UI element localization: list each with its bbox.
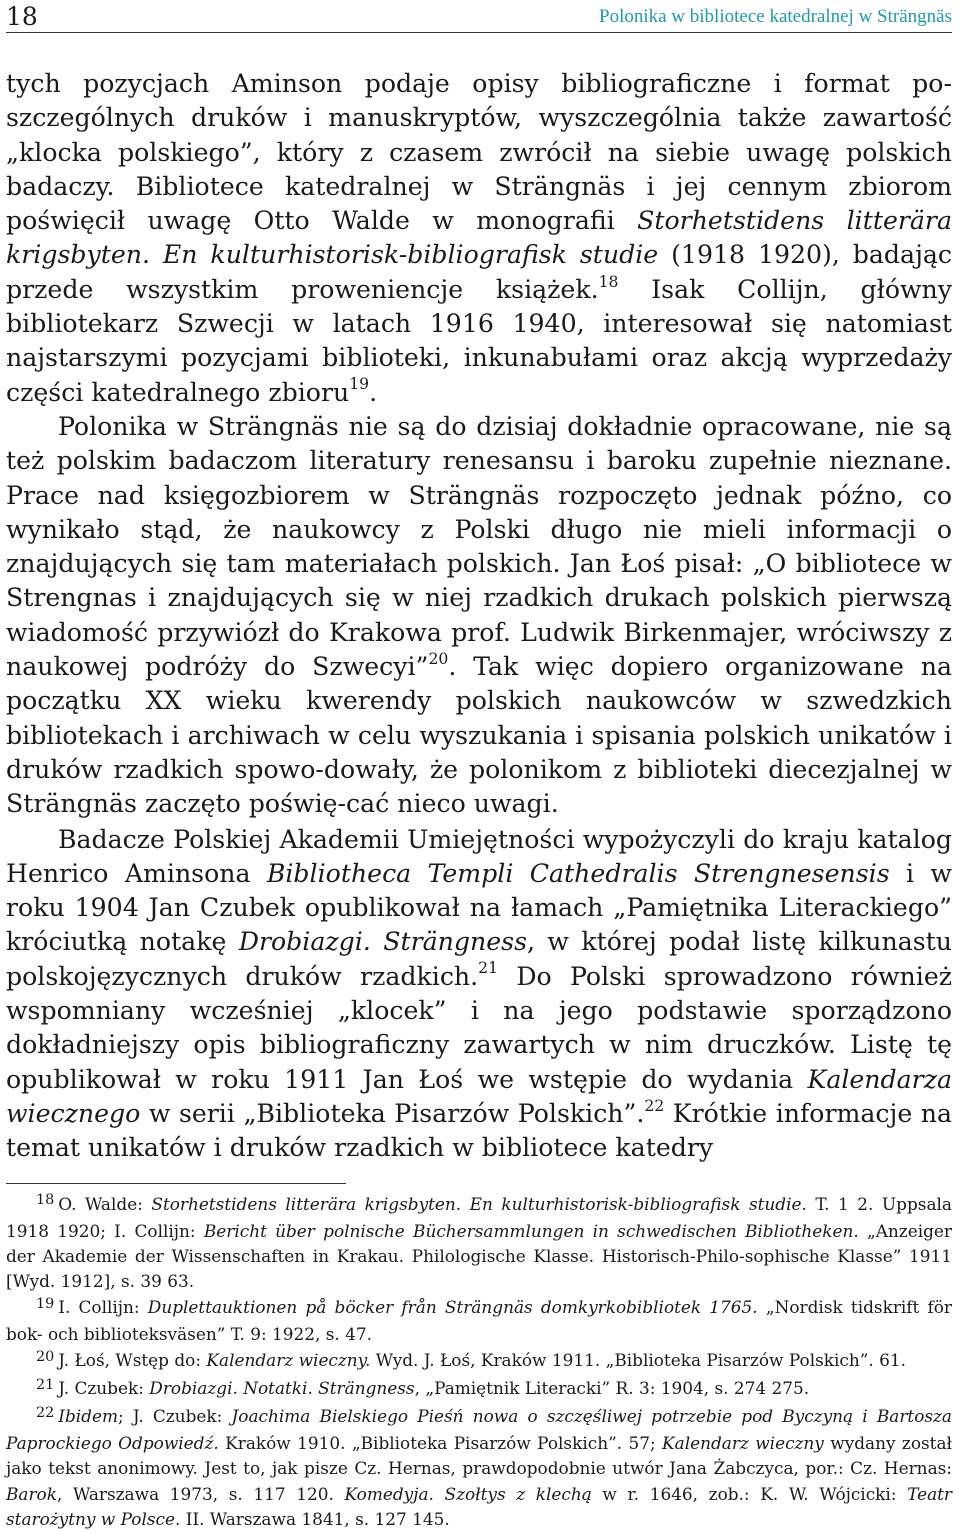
italic-title: Drobiazgi. Notatki. Strängness bbox=[149, 1378, 415, 1399]
italic-title: Storhetstidens litterära krigsbyten. En kulturhistorisk-bibliografisk studie bbox=[6, 206, 952, 270]
italic-title: Kalendarz wieczny. bbox=[206, 1350, 371, 1371]
italic-title: Ibidem bbox=[58, 1406, 118, 1427]
footnote-18 bbox=[6, 1192, 952, 1294]
body-text bbox=[6, 67, 952, 1166]
footnote-number: 21 bbox=[36, 1377, 55, 1394]
text-run: „Nordisk tidskrift för bok- och biblioteksväsen” T. 9: 1922, s. 47. bbox=[6, 1296, 952, 1344]
text-run: w r. 1646, zob.: K. W. Wójcicki: bbox=[591, 1483, 908, 1504]
text-run: . bbox=[369, 377, 378, 407]
text-run: Badacze Polskiej Akademii Umiejętności wypożyczyli do kraju katalog Henrico Aminsona bbox=[6, 824, 952, 888]
page-header bbox=[6, 0, 952, 33]
italic-title: Teatr starożytny w Polsce. bbox=[6, 1483, 953, 1529]
text-run: Polonika w Strängnäs nie są do dzisiaj dokładnie opracowane, nie są też polskim badaczom literatury renesansu i baroku zupełnie nieznane. Prace nad księgozbiorem w Strängnäs rozpoczęto jednak późno, co wynikało stąd, że naukowcy z Polski długo nie mieli informacji o znajdujących się tam materiałach polskich. Jan Łoś pisał: „O bibliotece w Strengnas i znajdujących się w niej rzadkich drukach polskich pierwszą wiadomość przywiózł do Krakowa prof. Ludwik Birkenmajer, wróciwszy z naukowej podróży do Szwecyi” bbox=[6, 411, 952, 682]
footnote-19 bbox=[6, 1295, 952, 1347]
footnote-number: 22 bbox=[36, 1405, 55, 1422]
footnote-ref-19[interactable]: 19 bbox=[349, 375, 370, 394]
italic-title: Joachima Bielskiego Pieśń nowa o szczęśliwej potrzebie pod Byczyną i Bartosza Paprockiego Odpowiedź. bbox=[6, 1406, 952, 1454]
italic-title: Bibliotheca Templi Cathedralis Strengnesensis bbox=[266, 858, 890, 888]
footnote-number: 19 bbox=[36, 1295, 55, 1312]
footnote-20 bbox=[6, 1348, 952, 1375]
text-run: „Anzeiger der Akademie der Wissenschaften in Krakau. Philologische Klasse. Historisch-Philo-sophische Klasse” 1911 [Wyd. 1912], s. 39 63. bbox=[6, 1220, 952, 1291]
text-run: J. Czubek: bbox=[58, 1378, 150, 1399]
paragraph-2 bbox=[6, 410, 952, 822]
footnote-separator bbox=[6, 1183, 346, 1184]
italic-title: Duplettauktionen på böcker från Strängnäs domkyrkobibliotek 1765. bbox=[147, 1296, 758, 1317]
footnote-21 bbox=[6, 1376, 952, 1403]
running-head: Polonika w bibliotece katedralnej w Strängnäs bbox=[599, 6, 952, 27]
footnote-ref-20[interactable]: 20 bbox=[428, 649, 449, 668]
text-run: O. Walde: bbox=[58, 1193, 152, 1214]
footnote-ref-18[interactable]: 18 bbox=[598, 272, 619, 291]
footnote-number: 18 bbox=[36, 1192, 55, 1209]
text-run: Kraków 1910. „Biblioteka Pisarzów Polskich”. 57; bbox=[218, 1433, 663, 1454]
footnote-22 bbox=[6, 1404, 952, 1531]
text-run: J. Łoś, Wstęp do: bbox=[58, 1350, 207, 1371]
text-run: tych pozycjach Aminson podaje opisy bibliograficzne i format po-szczególnych druków i manuskryptów, wyszczególnia także zawartość „klocka polskiego”, który z czasem zwrócił na siebie uwagę polskich badaczy. Bibliotece katedralnej w Strängnäs i jej cennym zbiorom poświęcił uwagę Otto Walde w monografii bbox=[6, 69, 952, 236]
text-run: i w roku 1904 Jan Czubek opublikował na łamach „Pamiętnika Literackiego” króciutką notakę bbox=[6, 858, 952, 957]
text-run: Krótkie informacje na temat unikatów i druków rzadkich w bibliotece katedry bbox=[6, 1098, 952, 1163]
paragraph-1 bbox=[6, 67, 952, 410]
italic-title: Storhetstidens litterära krigsbyten. En kulturhistorisk-bibliografisk studie. bbox=[151, 1193, 807, 1214]
text-run: Do Polski sprowadzono również wspomniany wcześniej „klocek” i na jego podstawie sporządzono dokładniejszy opis bibliograficzny zawartych w nim druczków. Listę tę opublikował w roku 1911 Jan Łoś we wstępie do wydania bbox=[6, 961, 952, 1094]
text-run: I. Collijn: bbox=[58, 1296, 148, 1317]
italic-title: Kalendarza wiecznego bbox=[6, 1064, 952, 1128]
italic-title: Bericht über polnische Büchersammlungen in schwedischen Bibliotheken. bbox=[203, 1220, 859, 1241]
text-run: wydany został jako tekst anonimowy. Jest to, jak pisze Cz. Hernas, prawdopodobnie utwór Jana Żabczyca, por.: Cz. Hernas: bbox=[6, 1433, 952, 1479]
paragraph-3 bbox=[6, 823, 952, 1166]
footnote-ref-21[interactable]: 21 bbox=[478, 959, 499, 978]
text-run: . Tak więc dopiero organizowane na początku XX wieku kwerendy polskich naukowców w szwedzkich bibliotekach i archiwach w celu wyszukania i spisania polskich unikatów i druków rzadkich spowo-dowały, że polonikom z biblioteki diecezjalnej w Strängnäs zaczęto poświę-cać nieco uwagi. bbox=[6, 652, 952, 819]
page-number: 18 bbox=[6, 2, 38, 31]
text-run: , w której podał listę kilkunastu polskojęzycznych druków rzadkich. bbox=[6, 927, 952, 991]
italic-title: Kalendarz wieczny bbox=[662, 1433, 824, 1454]
footnotes bbox=[6, 1192, 952, 1532]
text-run: T. 1 2. Uppsala 1918 1920; I. Collijn: bbox=[6, 1193, 953, 1241]
footnote-number: 20 bbox=[36, 1349, 55, 1366]
text-run: , Warszawa 1973, s. 117 120. bbox=[56, 1483, 345, 1504]
italic-title: Drobiazgi. Strängness bbox=[238, 927, 528, 957]
text-run: Isak Collijn, główny bibliotekarz Szwecji w latach 1916 1940, interesował się natomiast najstarszymi pozycjami biblioteki, inkunabułami oraz akcją wyprzedaży części katedralnego zbioru bbox=[6, 274, 952, 407]
text-run: ; J. Czubek: bbox=[118, 1406, 232, 1427]
footnote-ref-22[interactable]: 22 bbox=[644, 1096, 665, 1115]
italic-title: Komedyja. Szołtys z klechą bbox=[344, 1483, 592, 1504]
italic-title: Barok bbox=[6, 1483, 57, 1504]
text-run: II. Warszawa 1841, s. 127 145. bbox=[180, 1508, 450, 1529]
text-run: (1918 1920), badając przede wszystkim proweniencje książek. bbox=[6, 240, 953, 304]
text-run: , „Pamiętnik Literacki” R. 3: 1904, s. 274 275. bbox=[414, 1378, 810, 1399]
text-run: Wyd. J. Łoś, Kraków 1911. „Biblioteka Pisarzów Polskich”. 61. bbox=[370, 1350, 906, 1371]
text-run: w serii „Biblioteka Pisarzów Polskich”. bbox=[140, 1098, 645, 1128]
